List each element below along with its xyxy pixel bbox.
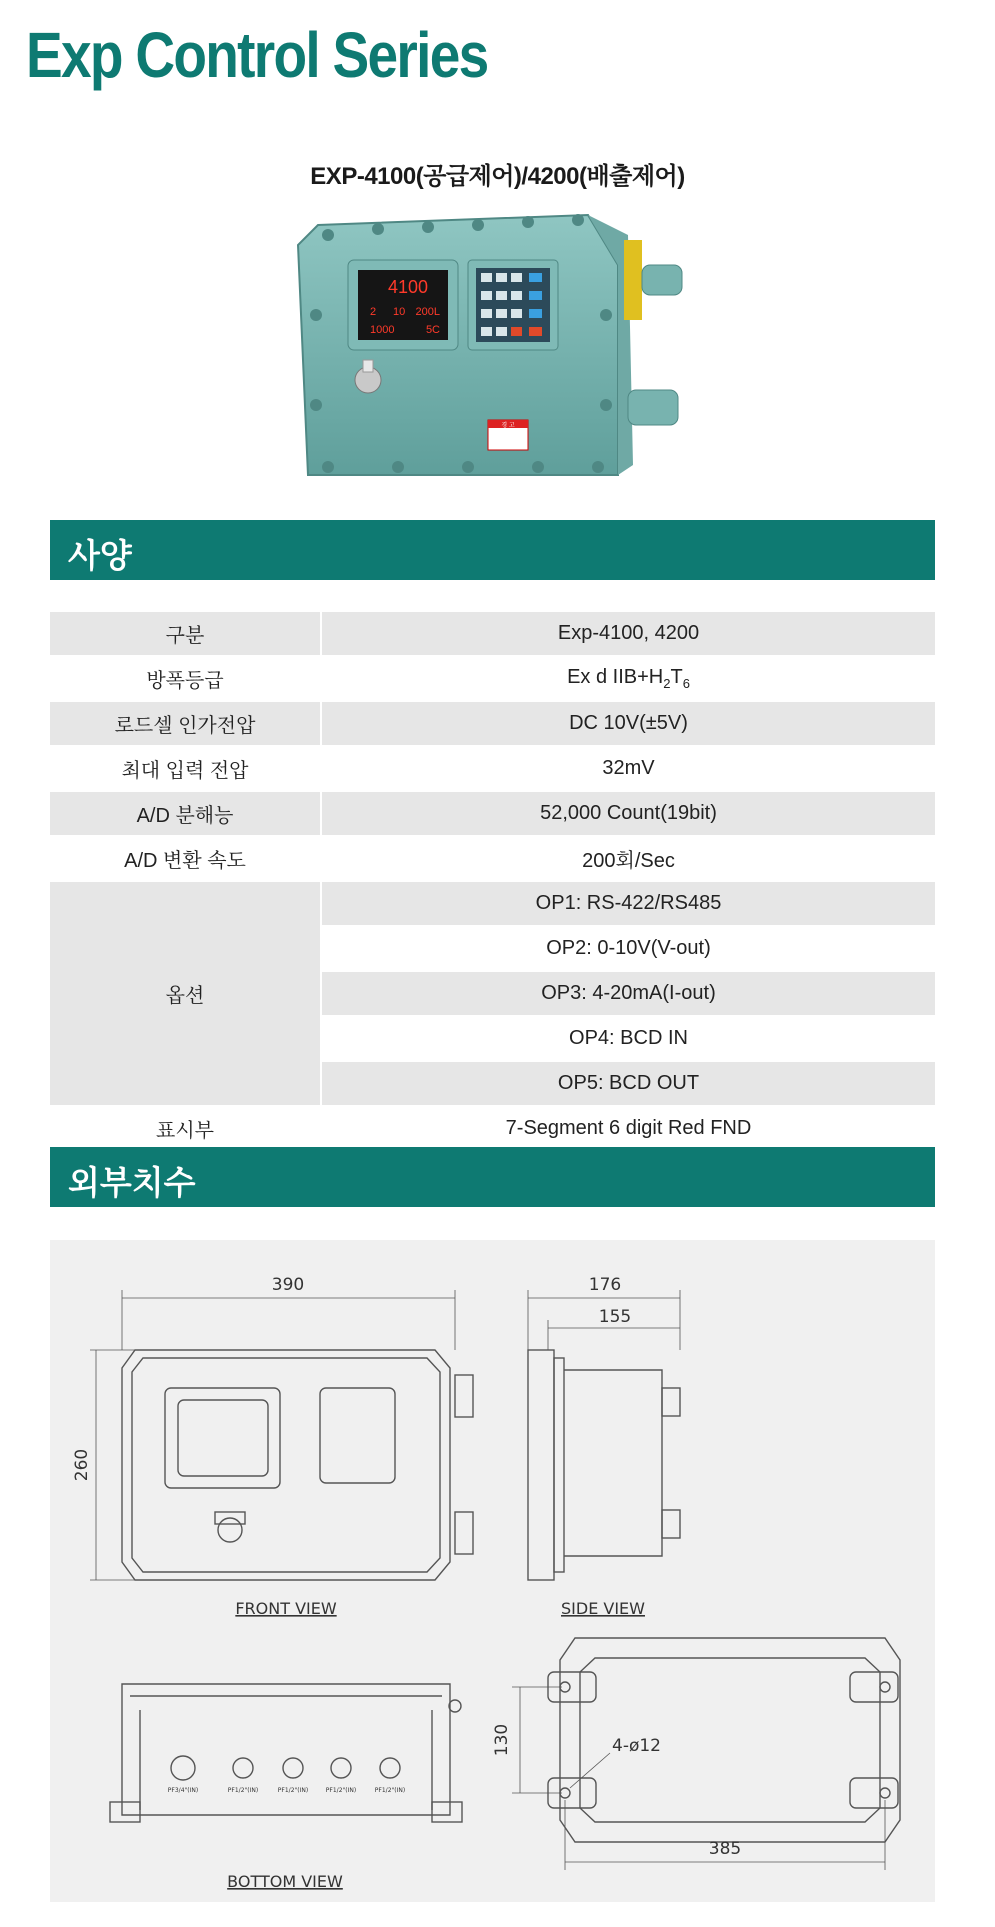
spec-value-option: OP1: RS-422/RS485 <box>321 881 935 926</box>
table-row <box>50 746 935 791</box>
display-top: 4100 <box>387 277 428 297</box>
spec-key: A/D 변환 속도 <box>50 836 321 881</box>
table-row <box>50 612 935 656</box>
spec-value: Exp-4100, 4200 <box>321 612 935 656</box>
front-height-label: 260 <box>72 1448 92 1482</box>
display-bot-left: 1000 <box>370 324 395 336</box>
display-mid-right: 200L <box>415 306 440 318</box>
spec-key: 구분 <box>50 612 321 656</box>
spec-value: DC 10V(±5V) <box>321 701 935 746</box>
spec-heading-text: 사양 <box>68 537 132 574</box>
front-width-label: 390 <box>271 1275 305 1295</box>
spec-value-option: OP3: 4-20mA(I-out) <box>321 971 935 1016</box>
table-row <box>50 1106 935 1151</box>
dimensions-drawing <box>50 1240 935 1902</box>
spec-section-heading <box>50 520 935 580</box>
technical-drawing <box>50 1240 935 1902</box>
bottom-view-caption: BOTTOM VIEW <box>227 1872 343 1891</box>
port-label: PF3/4"(IN) <box>167 1787 199 1794</box>
side-inner-label: 155 <box>598 1307 632 1327</box>
spec-value: 200회/Sec <box>321 836 935 881</box>
table-row <box>50 836 935 881</box>
side-view <box>528 1290 680 1580</box>
front-view-caption: FRONT VIEW <box>235 1599 337 1618</box>
spec-value: 7-Segment 6 digit Red FND <box>321 1106 935 1151</box>
spec-key: 최대 입력 전압 <box>50 746 321 791</box>
side-depth-label: 176 <box>588 1275 622 1295</box>
port-label: PF1/2"(IN) <box>374 1787 406 1794</box>
dims-heading-text: 외부치수 <box>68 1164 196 1201</box>
product-model: EXP-4100(공급제어)/4200(배출제어) <box>310 163 685 190</box>
display-mid-left: 2 <box>370 306 377 318</box>
display-mid-center: 10 <box>393 306 406 318</box>
spec-value: 52,000 Count(19bit) <box>321 791 935 836</box>
spec-key-options: 옵션 <box>50 881 321 1106</box>
spec-key: 방폭등급 <box>50 656 321 701</box>
spec-key: 로드셀 인가전압 <box>50 701 321 746</box>
port-label: PF1/2"(IN) <box>227 1787 259 1794</box>
display-bot-right: 5C <box>425 324 440 336</box>
product-photo <box>288 205 708 490</box>
mount-width-label: 385 <box>708 1839 742 1859</box>
spec-value: 32mV <box>321 746 935 791</box>
mount-height-label: 130 <box>492 1723 512 1757</box>
front-view <box>90 1290 473 1580</box>
bottom-view <box>110 1684 462 1822</box>
mount-plate <box>512 1638 900 1870</box>
port-label: PF1/2"(IN) <box>277 1787 309 1794</box>
spec-key: 표시부 <box>50 1106 321 1151</box>
spec-table <box>50 612 935 1152</box>
side-view-caption: SIDE VIEW <box>561 1599 645 1618</box>
table-row <box>50 881 935 926</box>
page-title: Exp Control Series <box>26 19 488 91</box>
warning-label: 경 고 <box>501 423 515 429</box>
spec-value-option: OP2: 0-10V(V-out) <box>321 926 935 971</box>
spec-value-option: OP4: BCD IN <box>321 1016 935 1061</box>
table-row <box>50 791 935 836</box>
table-row <box>50 656 935 701</box>
mount-holes-label: 4-ø12 <box>612 1736 661 1756</box>
table-row <box>50 701 935 746</box>
spec-value-option: OP5: BCD OUT <box>321 1061 935 1106</box>
spec-key: A/D 분해능 <box>50 791 321 836</box>
dims-section-heading <box>50 1147 935 1207</box>
port-label: PF1/2"(IN) <box>325 1787 357 1794</box>
spec-value: Ex d $IIB+H_2T_6$ <box>321 656 935 701</box>
